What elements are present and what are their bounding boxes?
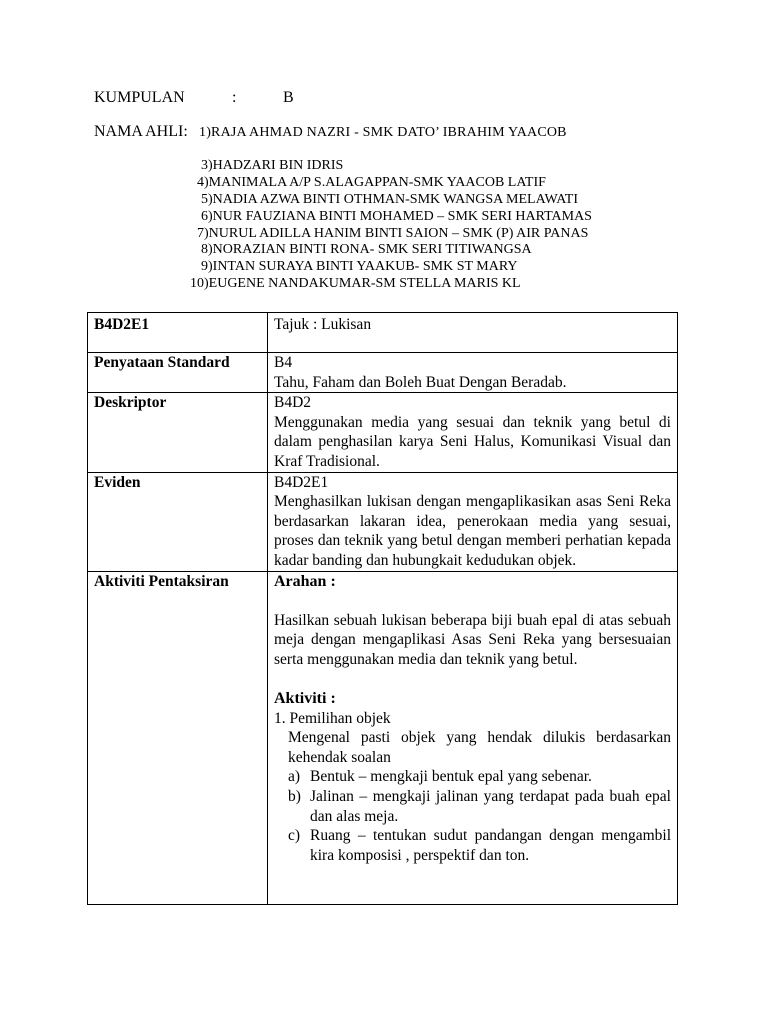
member-item: 1)RAJA AHMAD NAZRI - SMK DATO’ IBRAHIM YAACOB bbox=[199, 125, 567, 140]
member-item: 9)INTAN SURAYA BINTI YAAKUB- SMK ST MARY bbox=[201, 259, 518, 274]
arahan-text: Hasilkan sebuah lukisan beberapa biji buah epal di atas sebuah meja dengan mengaplikasi Asas Seni Reka yang bersesuaian serta menggunakan media dan teknik yang betul. bbox=[274, 611, 671, 668]
step1-text: Mengenal pasti objek yang hendak dilukis berdasarkan kehendak soalan bbox=[288, 729, 671, 766]
aktiviti-heading: Aktiviti : bbox=[274, 690, 336, 708]
member-item: 7)NURUL ADILLA HANIM BINTI SAION – SMK (P) AIR PANAS bbox=[197, 226, 589, 241]
eviden-label bbox=[88, 472, 268, 571]
kumpulan-value: B bbox=[283, 89, 294, 106]
step1-title: 1. Pemilihan objek bbox=[274, 709, 391, 727]
deskriptor-text: Deskriptor bbox=[94, 394, 167, 412]
kumpulan-colon: : bbox=[232, 89, 237, 106]
aktiviti-pentaksiran-cell bbox=[268, 571, 678, 904]
member-item: 10)EUGENE NANDAKUMAR-SM STELLA MARIS KL bbox=[190, 276, 521, 291]
list-item bbox=[274, 787, 671, 826]
eviden-code: B4D2E1 bbox=[274, 473, 329, 491]
penyataan-standard-cell bbox=[268, 353, 678, 393]
kumpulan-label: KUMPULAN bbox=[94, 89, 185, 106]
deskriptor-code: B4D2 bbox=[274, 394, 312, 412]
table-row bbox=[88, 393, 678, 472]
list-item-label: c) bbox=[288, 827, 301, 845]
list-item-label: b) bbox=[288, 788, 301, 806]
member-item: 8)NORAZIAN BINTI RONA- SMK SERI TITIWANGSA bbox=[201, 242, 532, 257]
deskriptor-cell bbox=[268, 393, 678, 472]
eviden-body: Menghasilkan lukisan dengan mengaplikasikan asas Seni Reka berdasarkan lakaran idea, penerokaan media yang sesuai, proses dan teknik yang betul dengan memberi perhatian kepada kadar banding dan hubungkait kedudukan objek. bbox=[274, 493, 671, 569]
assessment-table bbox=[87, 312, 678, 905]
list-item-text: Bentuk – mengkaji bentuk epal yang sebenar. bbox=[310, 768, 592, 786]
standard-text: Tahu, Faham dan Boleh Buat Dengan Beradab. bbox=[274, 373, 567, 391]
table-row bbox=[88, 353, 678, 393]
nama-ahli-label: NAMA AHLI: bbox=[94, 123, 188, 140]
row-code-label: B4D2E1 bbox=[88, 313, 268, 353]
deskriptor-label bbox=[88, 393, 268, 472]
table-row bbox=[88, 313, 678, 353]
list-item bbox=[274, 826, 671, 865]
aktiviti-pentaksiran-label bbox=[88, 571, 268, 904]
eviden-text: Eviden bbox=[94, 473, 141, 491]
penyataan-standard-text: Penyataan Standard bbox=[94, 354, 230, 371]
list-item bbox=[274, 767, 671, 787]
arahan-heading: Arahan : bbox=[274, 572, 336, 590]
member-item: 6)NUR FAUZIANA BINTI MOHAMED – SMK SERI HARTAMAS bbox=[201, 209, 592, 224]
member-item: 4)MANIMALA A/P S.ALAGAPPAN-SMK YAACOB LATIF bbox=[197, 175, 546, 190]
tajuk-cell: Tajuk : Lukisan bbox=[268, 313, 678, 353]
member-item: 5)NADIA AZWA BINTI OTHMAN-SMK WANGSA MELAWATI bbox=[201, 192, 578, 207]
aktiviti-pentaksiran-text: Aktiviti Pentaksiran bbox=[94, 572, 229, 590]
list-item-text: Ruang – tentukan sudut pandangan dengan mengambil kira komposisi , perspektif dan ton. bbox=[310, 827, 671, 864]
list-item-text: Jalinan – mengkaji jalinan yang terdapat pada buah epal dan alas meja. bbox=[310, 788, 671, 825]
eviden-cell bbox=[268, 472, 678, 571]
list-item-label: a) bbox=[288, 768, 301, 786]
member-item: 3)HADZARI BIN IDRIS bbox=[201, 158, 344, 173]
deskriptor-body: Menggunakan media yang sesuai dan teknik yang betul di dalam penghasilan karya Seni Halus, Komunikasi Visual dan Kraf Tradisional. bbox=[274, 413, 671, 470]
table-row bbox=[88, 571, 678, 904]
standard-code: B4 bbox=[274, 354, 293, 371]
penyataan-standard-label bbox=[88, 353, 268, 393]
table-row bbox=[88, 472, 678, 571]
